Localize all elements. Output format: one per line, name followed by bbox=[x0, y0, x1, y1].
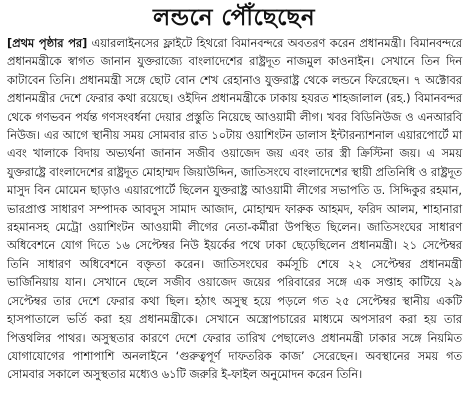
article-text: এয়ারলাইনসের ফ্লাইটে হিথরো বিমানবন্দরে অবতরণ করেন প্রধানমন্ত্রী। বিমানবন্দরে প্রধানমন্ত্রীকে স্বাগত জানান যুক্তরাজ্যে বাংলাদেশের রাষ্ট্রদূত নাজমুল কাওনাইন। সেখানে তিন দিন কাটাবেন তিনি। প্রধানমন্ত্রী সঙ্গে ছোট বোন শেখ রেহানাও যুক্তরাষ্ট্র থেকে লন্ডনে ফিরেছেন। ৭ অক্টোবর প্রধানমন্ত্রীর দেশে ফেরার কথা রয়েছে। ওইদিন প্রধানমন্ত্রীকে ঢাকায় হযরত শাহজালাল (রহ.) বিমানবন্দর থেকে গণভবন পর্যন্ত গণসংবর্ধনা দেয়ার প্রস্তুতি নিয়েছে আওয়ামী লীগ। খবর বিডিনিউজ ও এনআরবি নিউজ। এর আগে স্থানীয় সময় সোমবার রাত ১০টায় ওয়াশিংটন ডালাস ইন্টারন্যাশনাল এয়ারপোর্টে মা এবং খালাকে বিদায় অভ্যর্থনা জানান সজীব ওয়াজেদ জয় এবং তার স্ত্রী ক্রিস্টিনা জয়। এ সময় যুক্তরাষ্ট্রে বাংলাদেশের রাষ্ট্রদূত মোহাম্মদ জিয়াউদ্দিন, জাতিসংঘে বাংলাদেশের স্থায়ী প্রতিনিধি ও রাষ্ট্রদূত মাসুদ বিন মোমেন ছাড়াও এয়ারপোর্টে ছিলেন যুক্তরাষ্ট্র আওয়ামী লীগের সভাপতি ড. সিদ্দিকুর রহমান, ভারপ্রাপ্ত সাধারণ সম্পাদক আবদুস সামাদ আজাদ, মোহাম্মদ ফারুক আহমদ, ফরিদ আলম, শাহানারা রহমানসহ মেট্রো ওয়াশিংটন আওয়ামী লীগের নেতা-কর্মীরা উপস্থিত ছিলেন। জাতিসংঘের সাধারণ অধিবেশনে যোগ দিতে ১৬ সেপ্টেম্বর নিউ ইয়র্কের পথে ঢাকা ছেড়েছিলেন প্রধানমন্ত্রী। ২১ সেপ্টেম্বর তিনি সাধারণ অধিবেশনে বক্তৃতা করেন। জাতিসংঘের কর্মসূচি শেষে ২২ সেপ্টেম্বর প্রধানমন্ত্রী ভার্জিনিয়ায় যান। সেখানে ছেলে সজীব ওয়াজেদ জয়ের পরিবারের সঙ্গে এক সপ্তাহ কাটিয়ে ২৯ সেপ্টেম্বর তার দেশে ফেরার কথা ছিল। হঠাৎ অসুস্থ হয়ে পড়লে গত ২৫ সেপ্টেম্বর স্থানীয় একটি হাসপাতালে ভর্তি করা হয় প্রধানমন্ত্রীকে। সেখানে অস্ত্রোপচারের মাধ্যমে অপসারণ করা হয় তার পিত্তথলির পাথর। অসুস্থতার কারণে দেশে ফেরার তারিখ পেছালেও প্রধানমন্ত্রী ঢাকার সঙ্গে নিয়মিত যোগাযোগের পাশাপাশি অনলাইনে ‘গুরুত্বপূর্ণ দাফতরিক কাজ’ সেরেছেন। অবস্থানের সময় গত সোমবার সকালে অসুস্থতার মধ্যেও ৬১টি জরুরি ই-ফাইল অনুমোদন করেন তিনি। bbox=[7, 37, 462, 382]
continuation-tag: [প্রথম পৃষ্ঠার পর] bbox=[7, 37, 88, 50]
article-body bbox=[7, 35, 462, 385]
headline: লন্ডনে পৌঁছেছেন bbox=[152, 4, 316, 31]
